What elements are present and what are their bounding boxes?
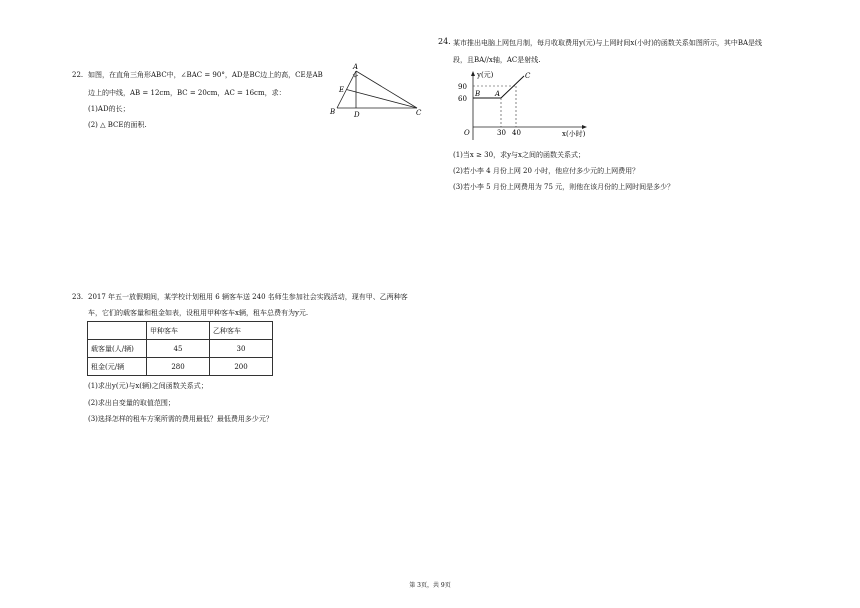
table-header-cell: 甲种客车 (147, 322, 210, 340)
q24-part2: (2)若小李 4 月份上网 20 小时，他应付多少元的上网费用？ (453, 167, 640, 175)
point-a-label: A (495, 90, 501, 98)
label-d: D (354, 111, 360, 119)
median-ce (347, 90, 418, 109)
table-header-row (88, 322, 273, 340)
ray-ac (501, 76, 524, 98)
point-c-label: C (525, 72, 531, 80)
q24-part1: (1)当x ≥ 30，求y与x之间的函数关系式； (453, 151, 585, 159)
x-tick-40: 40 (512, 129, 521, 137)
q24-part3: (3)若小李 5 月份上网费用为 75 元，则他在该月份的上网时间是多少？ (453, 183, 675, 191)
table-cell: 载客量(人/辆) (88, 340, 147, 358)
q23-line2: 车，它们的载客量和租金如表，设租用甲种客车x辆，租车总费有为y元. (88, 309, 309, 317)
q23-number: 23. (72, 293, 84, 301)
label-e: E (339, 86, 345, 94)
label-c: C (416, 109, 422, 117)
table-cell: 租金(元/辆 (88, 358, 147, 376)
q23-line1: 2017 年五一放假期间，某学校计划租用 6 辆客车送 240 名师生参加社会实践活动，现有甲、乙两种客 (88, 293, 408, 301)
y-axis-arrow-icon (471, 71, 475, 76)
origin-label: O (464, 129, 470, 137)
q22-part2: (2) △ BCE的面积. (88, 121, 147, 129)
table-cell: 280 (147, 358, 210, 376)
y-tick-90: 90 (458, 83, 467, 91)
q22-triangle-figure (325, 62, 430, 124)
q22-line2: 边上的中线，AB = 12cm，BC = 20cm，AC = 16cm，求： (88, 89, 286, 97)
table-row (88, 358, 273, 376)
table-row (88, 340, 273, 358)
q22-line1: 如图，在直角三角形ABC中，∠BAC = 90°，AD是BC边上的高，CE是AB (88, 71, 323, 79)
point-b-label: B (475, 90, 481, 98)
q24-fee-graph (452, 68, 592, 142)
q24-line2: 段，且BA//x轴，AC是射线. (453, 56, 541, 64)
right-angle-mark (353, 74, 358, 77)
q23-part1: (1)求出y(元)与x(辆)之间函数关系式； (88, 382, 208, 390)
table-cell: 45 (147, 340, 210, 358)
page-footer: 第 3页，共 9页 (409, 582, 451, 589)
table-header-cell (88, 322, 147, 340)
side-ac (356, 71, 417, 108)
label-a: A (353, 63, 359, 71)
table-header-cell: 乙种客车 (210, 322, 273, 340)
q23-part3: (3)选择怎样的租车方案所需的费用最低？最低费用多少元？ (88, 415, 273, 423)
q23-part2: (2)求出自变量的取值范围； (88, 399, 175, 407)
table-cell: 200 (210, 358, 273, 376)
q24-number: 24. (438, 37, 451, 46)
table-cell: 30 (210, 340, 273, 358)
x-axis-arrow-icon (582, 125, 587, 129)
q24-line1: 某市推出电脑上网包月制，每月收取费用y(元)与上网时间x(小时)的函数关系如图所示，其中BA是线 (453, 39, 763, 47)
q22-number: 22. (72, 71, 84, 79)
x-tick-30: 30 (497, 129, 506, 137)
rental-table (87, 321, 273, 376)
q22-part1: (1)AD的长； (88, 105, 130, 113)
x-axis-label: x(小时) (562, 130, 586, 138)
label-b: B (330, 108, 336, 116)
y-tick-60: 60 (458, 95, 467, 103)
y-axis-label: y(元) (477, 71, 494, 79)
